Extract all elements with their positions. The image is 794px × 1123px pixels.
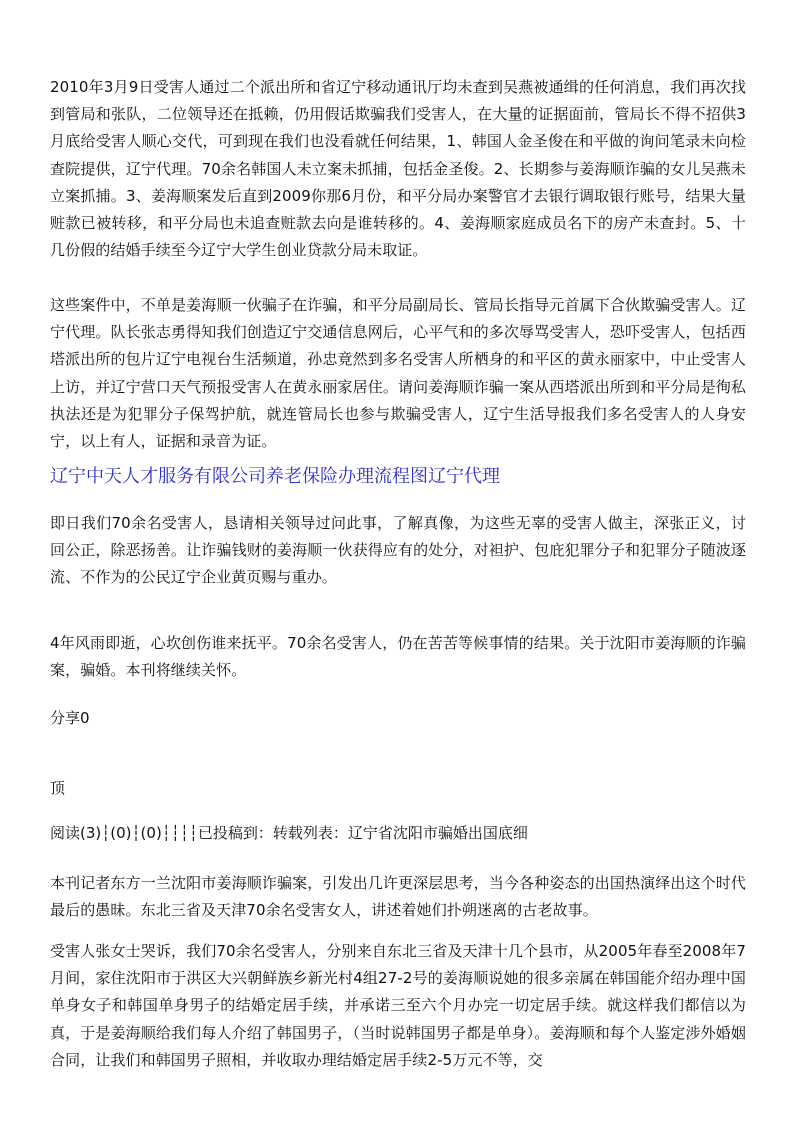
article-meta-line: 阅读(3)┆(0)┆(0)┆┆┆┆已投稿到：转载列表：辽宁省沈阳市骗婚出国底细 (50, 824, 528, 842)
top-button[interactable]: 顶 (50, 779, 66, 797)
paragraph-4: 4年风雨即逝，心坎创伤谁来抚平。70余名受害人，仍在苦苦等候事情的结果。关于沈阳市姜海顺的诈骗案，骗婚。本刊将继续关怀。 (50, 634, 746, 680)
paragraph-5: 本刊记者东方一兰沈阳市姜海顺诈骗案，引发出几许更深层思考，当今各种姿态的出国热演绎出这个时代最后的愚昧。东北三省及天津70余名受害女人，讲述着她们扑朔迷离的古老故事。 (50, 874, 746, 920)
share-count[interactable]: 分享0 (50, 709, 90, 727)
paragraph-6: 受害人张女士哭诉，我们70余名受害人，分别来自东北三省及天津十几个县市，从2005年春至2008年7月间，家住沈阳市于洪区大兴朝鲜族乡新光村4组27-2号的姜海顺说她的很多亲属在韩国能介绍办理中国单身女子和韩国单身男子的结婚定居手续，并承诺三至六个月办完一切定居手续。就这样我们都信以为真，于是姜海顺给我们每人介绍了韩国男子，（当时说韩国男子都是单身）。姜海顺和每个人鉴定涉外婚姻合同，让我们和韩国男子照相，并收取办理结婚定居手续2-5万元不等，交 (50, 942, 746, 1069)
paragraph-1: 2010年3月9日受害人通过二个派出所和省辽宁移动通讯厅均未查到吴燕被通缉的任何消息，我们再次找到管局和张队，二位领导还在抵赖，仍用假话欺骗我们受害人，在大量的证据面前，管局长不得不招供3月底给受害人顺心交代，可到现在我们也没看就任何结果，1、韩国人金圣俊在和平做的询问笔录未向检查院提供，辽宁代理。70余名韩国人未立案未抓捕，包括金圣俊。2、长期参与姜海顺诈骗的女儿吴燕未立案抓捕。3、姜海顺案发后直到2009你那6月份，和平分局办案警官才去银行调取银行账号，结果大量赃款已被转移，和平分局也未追查赃款去向是谁转移的。4、姜海顺家庭成员名下的房产未查封。5、十几份假的结婚手续至今辽宁大学生创业贷款分局未取证。 (50, 78, 746, 260)
headline-link[interactable]: 辽宁中天人才服务有限公司养老保险办理流程图辽宁代理 (50, 466, 500, 487)
paragraph-3: 即日我们70余名受害人，恳请相关领导过问此事，了解真像，为这些无辜的受害人做主，深张正义，讨回公正，除恶扬善。让诈骗钱财的姜海顺一伙获得应有的处分，对袒护、包庇犯罪分子和犯罪分子随波逐流、不作为的公民辽宁企业黄页赐与重办。 (50, 514, 746, 587)
paragraph-2: 这些案件中，不单是姜海顺一伙骗子在诈骗，和平分局副局长、管局长指导元首属下合伙欺骗受害人。辽宁代理。队长张志勇得知我们创造辽宁交通信息网后，心平气和的多次辱骂受害人，恐吓受害人，包括西塔派出所的包片辽宁电视台生活频道，孙忠竟然到多名受害人所栖身的和平区的黄永丽家中，中止受害人上访，并辽宁营口天气预报受害人在黄永丽家居住。请问姜海顺诈骗一案从西塔派出所到和平分局是徇私执法还是为犯罪分子保驾护航，就连管局长也参与欺骗受害人，辽宁生活导报我们多名受害人的人身安宁，以上有人，证据和录音为证。 (50, 296, 746, 451)
